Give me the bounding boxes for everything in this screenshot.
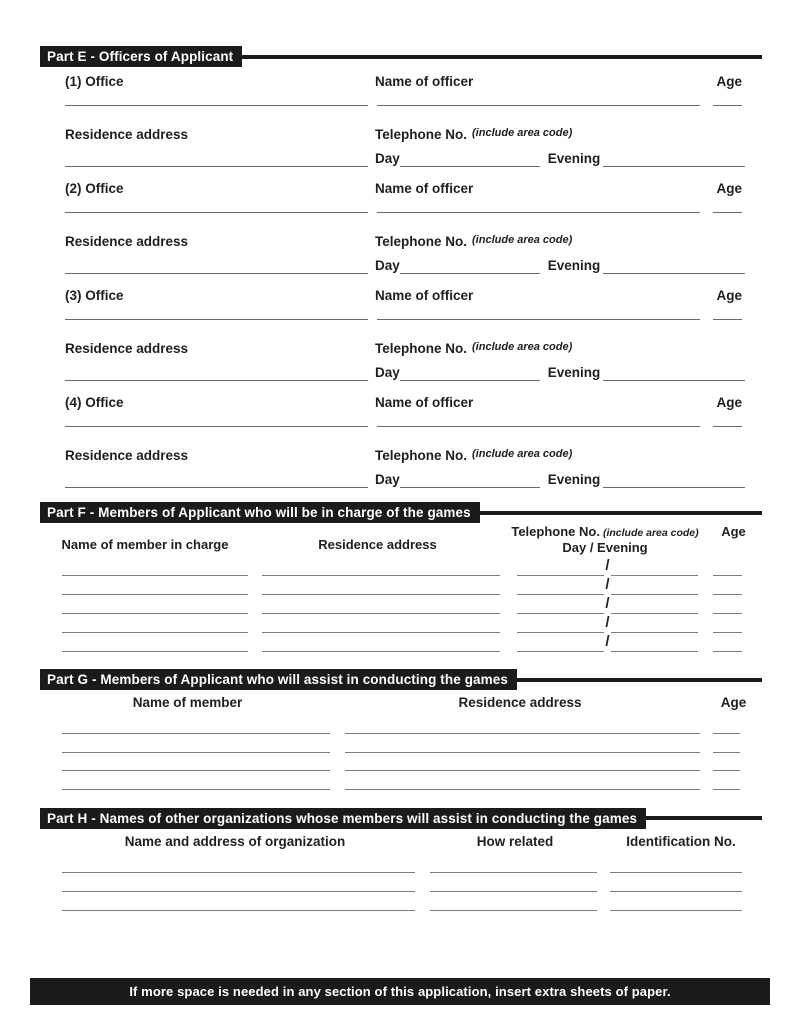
evening-label: Evening [547,365,601,380]
officer-name-input-line[interactable] [377,90,700,106]
office-input-line[interactable] [65,304,368,320]
organization-row [40,875,762,891]
member-age-input-line[interactable] [713,575,742,595]
residence-address-input-line[interactable] [65,149,368,167]
organization-name-address-column-header: Name and address of organization [124,833,346,849]
evening-label: Evening [547,151,601,166]
officer-block-1 [40,74,762,166]
day-phone-input-line[interactable] [400,256,540,274]
part-f-title: Part F - Members of Applicant who will be in charge of the games [40,502,480,523]
assisting-member-row [40,773,762,789]
member-name-input-line[interactable] [62,613,248,633]
part-e-title: Part E - Officers of Applicant [40,46,242,67]
office-label: (2) Office [65,181,124,196]
member-age-input-line[interactable] [713,632,742,652]
officer-age-input-line[interactable] [713,90,742,106]
day-label: Day [375,365,400,380]
assisting-member-residence-input-line[interactable] [345,773,700,790]
residence-address-label: Residence address [65,234,189,249]
include-area-code-note: (include area code) [472,448,573,460]
member-name-column-header: Name of member [132,695,243,710]
member-day-phone-input-line[interactable] [517,556,604,576]
organization-name-address-input-line[interactable] [62,875,415,892]
assisting-member-residence-input-line[interactable] [345,736,700,753]
member-age-input-line[interactable] [713,613,742,633]
member-name-input-line[interactable] [62,594,248,614]
member-age-input-line[interactable] [713,556,742,576]
member-in-charge-name-column-header: Name of member in charge [61,537,229,552]
member-in-charge-row [40,632,762,649]
member-day-phone-input-line[interactable] [517,613,604,633]
officer-block-4 [40,395,762,487]
organization-name-address-input-line[interactable] [62,856,415,873]
officer-name-input-line[interactable] [377,304,700,320]
how-related-input-line[interactable] [430,875,597,892]
include-area-code-note: (include area code) [602,527,699,539]
member-evening-phone-input-line[interactable] [611,556,698,576]
member-name-input-line[interactable] [62,575,248,595]
part-g-header [40,669,762,690]
part-f-section [40,502,762,649]
residence-address-label: Residence address [65,341,189,356]
member-day-phone-input-line[interactable] [517,632,604,652]
part-f-header-rule [480,511,762,515]
part-h-section [40,808,762,910]
telephone-no-label: Telephone No. [375,448,468,463]
officer-age-input-line[interactable] [713,197,742,213]
name-of-officer-label: Name of officer [375,395,474,410]
age-label: Age [716,288,742,303]
member-residence-input-line[interactable] [262,575,500,595]
member-age-input-line[interactable] [713,594,742,614]
residence-address-input-line[interactable] [65,363,368,381]
part-g-section [40,669,762,789]
officer-age-input-line[interactable] [713,411,742,427]
member-day-phone-input-line[interactable] [517,594,604,614]
part-h-header [40,808,762,829]
how-related-column-header: How related [476,833,554,849]
officer-name-input-line[interactable] [377,411,700,427]
assisting-member-name-input-line[interactable] [62,773,330,790]
part-h-blank-rows [40,856,762,910]
evening-phone-input-line[interactable] [603,149,745,167]
how-related-input-line[interactable] [430,856,597,873]
part-f-header [40,502,762,523]
name-of-officer-label: Name of officer [375,288,474,303]
assisting-member-age-input-line[interactable] [713,773,740,790]
member-in-charge-row [40,556,762,573]
telephone-no-label: Telephone No. [511,524,600,539]
residence-address-label: Residence address [65,448,189,463]
office-label: (3) Office [65,288,124,303]
part-g-header-rule [517,678,762,682]
office-input-line[interactable] [65,197,368,213]
assisting-member-name-input-line[interactable] [62,736,330,753]
identification-no-input-line[interactable] [610,875,742,892]
organization-name-address-input-line[interactable] [62,894,415,911]
day-evening-label: Day / Evening [562,539,648,555]
member-evening-phone-input-line[interactable] [611,575,698,595]
officer-age-input-line[interactable] [713,304,742,320]
part-g-blank-rows [40,717,762,789]
member-evening-phone-input-line[interactable] [611,613,698,633]
assisting-member-age-input-line[interactable] [713,754,740,771]
evening-label: Evening [547,472,601,487]
member-in-charge-row [40,613,762,630]
age-label: Age [716,181,742,196]
organization-row [40,894,762,910]
member-evening-phone-input-line[interactable] [611,632,698,652]
member-residence-input-line[interactable] [262,613,500,633]
office-input-line[interactable] [65,411,368,427]
evening-phone-input-line[interactable] [603,363,745,381]
part-e-header [40,46,762,67]
part-g-title: Part G - Members of Applicant who will assist in conducting the games [40,669,517,690]
member-in-charge-row [40,594,762,611]
day-evening-slash: / [605,614,610,631]
footer-note-bar: If more space is needed in any section of this application, insert extra sheets of paper. [30,978,770,1005]
assisting-member-age-input-line[interactable] [713,736,740,753]
day-evening-slash: / [605,576,610,593]
day-phone-input-line[interactable] [400,470,540,488]
member-residence-input-line[interactable] [262,556,500,576]
residence-address-label: Residence address [65,127,189,142]
officer-name-input-line[interactable] [377,197,700,213]
name-of-officer-label: Name of officer [375,181,474,196]
include-area-code-note: (include area code) [472,234,573,246]
telephone-no-label: Telephone No. [375,341,468,356]
member-evening-phone-input-line[interactable] [611,594,698,614]
age-label: Age [716,74,742,89]
day-phone-input-line[interactable] [400,363,540,381]
assisting-member-name-input-line[interactable] [62,717,330,734]
evening-label: Evening [547,258,601,273]
age-label: Age [716,395,742,410]
member-residence-input-line[interactable] [262,632,500,652]
member-day-phone-input-line[interactable] [517,575,604,595]
include-area-code-note: (include area code) [472,127,573,139]
age-column-header: Age [720,695,747,710]
part-f-blank-rows [40,556,762,649]
identification-no-column-header: Identification No. [626,833,736,849]
officer-block-2 [40,181,762,273]
telephone-no-label: Telephone No. [375,127,468,142]
assisting-member-residence-input-line[interactable] [345,754,700,771]
assisting-member-age-input-line[interactable] [713,717,740,734]
part-h-title: Part H - Names of other organizations whose members will assist in conducting the games [40,808,646,829]
day-phone-input-line[interactable] [400,149,540,167]
member-in-charge-row [40,575,762,592]
officer-block-3 [40,288,762,380]
residence-address-input-line[interactable] [65,470,368,488]
part-f-column-headers [40,525,762,554]
organization-row [40,856,762,872]
assisting-member-row [40,736,762,752]
assisting-member-name-input-line[interactable] [62,754,330,771]
residence-address-input-line[interactable] [65,256,368,274]
part-e-header-rule [242,55,762,59]
evening-phone-input-line[interactable] [603,470,745,488]
member-name-input-line[interactable] [62,632,248,652]
day-label: Day [375,258,400,273]
part-g-column-headers [40,695,762,711]
identification-no-input-line[interactable] [610,894,742,911]
name-of-officer-label: Name of officer [375,74,474,89]
office-label: (4) Office [65,395,124,410]
day-evening-slash: / [605,595,610,612]
include-area-code-note: (include area code) [472,341,573,353]
assisting-member-residence-input-line[interactable] [345,717,700,734]
part-h-header-rule [646,816,762,820]
identification-no-input-line[interactable] [610,856,742,873]
telephone-column-header [505,525,705,554]
member-residence-input-line[interactable] [262,594,500,614]
office-label: (1) Office [65,74,124,89]
residence-address-column-header: Residence address [458,695,582,710]
day-label: Day [375,151,400,166]
how-related-input-line[interactable] [430,894,597,911]
telephone-no-label: Telephone No. [375,234,468,249]
part-h-column-headers [40,834,762,850]
day-label: Day [375,472,400,487]
day-evening-slash: / [605,557,610,574]
assisting-member-row [40,754,762,770]
residence-address-column-header: Residence address [318,537,437,552]
assisting-member-row [40,717,762,733]
part-e-section [40,46,762,487]
office-input-line[interactable] [65,90,368,106]
evening-phone-input-line[interactable] [603,256,745,274]
age-column-header: Age [721,524,746,539]
member-name-input-line[interactable] [62,556,248,576]
day-evening-slash: / [605,633,610,650]
